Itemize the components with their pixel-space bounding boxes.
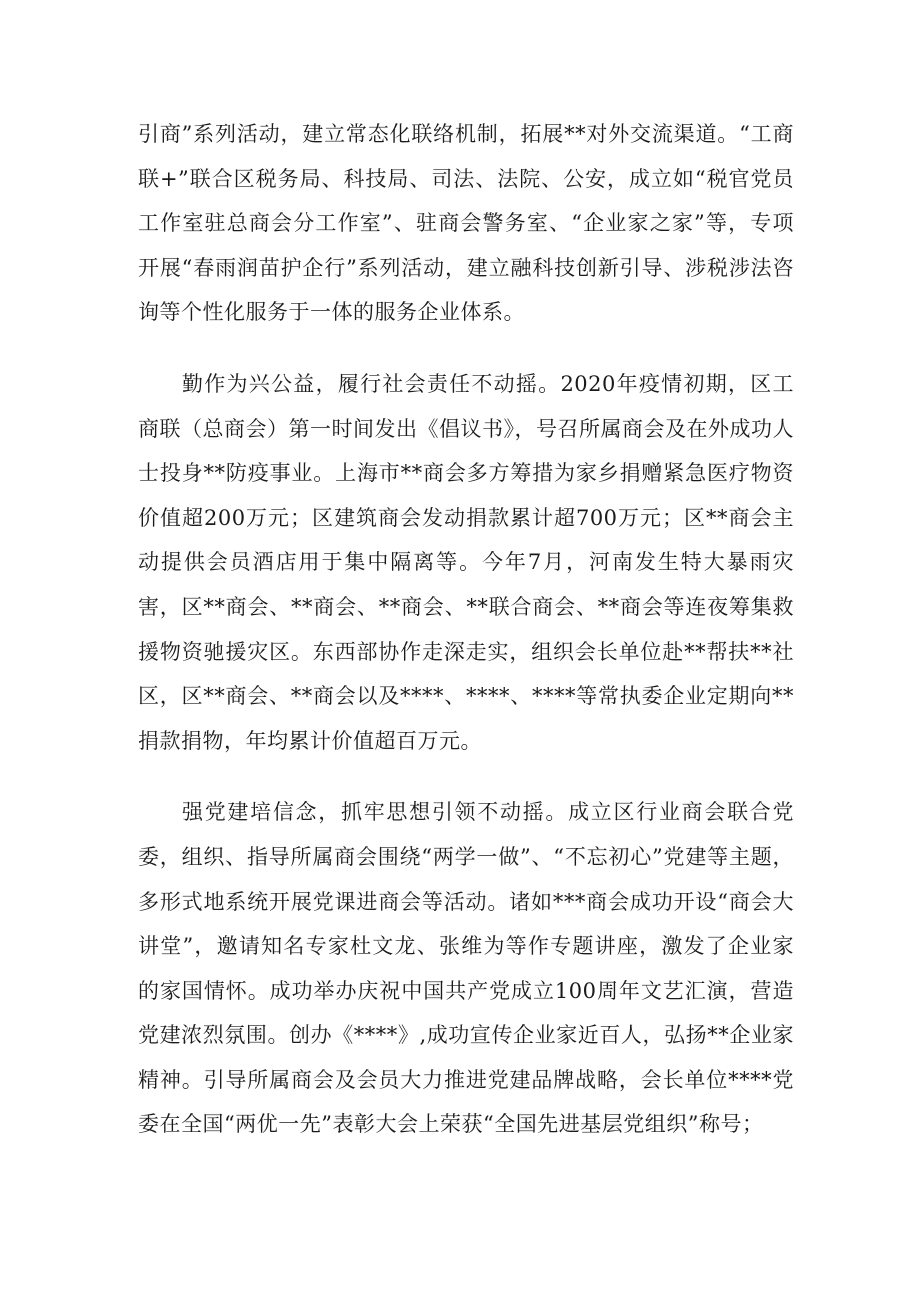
document-body (138, 112, 794, 1147)
paragraph-party-building: 强党建培信念，抓牢思想引领不动摇。成立区行业商会联合党委，组织、指导所属商会围绕“两学一做”、“不忘初心”党建等主题，多形式地系统开展党课进商会等活动。诸如***商会成功开设“商会大讲堂”，邀请知名专家杜文龙、张维为等作专题讲座，激发了企业家的家国情怀。成功举办庆祝中国共产党成立100周年文艺汇演，营造党建浓烈氛围。创办《****》,成功宣传企业家近百人，弘扬**企业家精神。引导所属商会及会员大力推进党建品牌战略，会长单位****党委在全国“两优一先”表彰大会上荣获“全国先进基层党组织”称号； (138, 800, 794, 1137)
paragraph-public-welfare: 勤作为兴公益，履行社会责任不动摇。2020年疫情初期，区工商联（总商会）第一时间发出《倡议书》，号召所属商会及在外成功人士投身**防疫事业。上海市**商会多方筹措为家乡捐赠紧急医疗物资价值超200万元；区建筑商会发动捐款累计超700万元；区**商会主动提供会员酒店用于集中隔离等。今年7月，河南发生特大暴雨灾害，区**商会、**商会、**商会、**联合商会、**商会等连夜筹集救援物资驰援灾区。东西部协作走深走实，组织会长单位赴**帮扶**社区，区**商会、**商会以及****、****、****等常执委企业定期向**捐款捐物，年均累计价值超百万元。 (138, 371, 794, 753)
paragraph-continuation: 引商”系列活动，建立常态化联络机制，拓展**对外交流渠道。“工商联+”联合区税务局、科技局、司法、法院、公安，成立如“税官党员工作室驻总商会分工作室”、驻商会警务室、“企业家之家”等，专项开展“春雨润苗护企行”系列活动，建立融科技创新引导、涉税涉法咨询等个性化服务于一体的服务企业体系。 (138, 122, 794, 325)
paragraph-spacer (138, 763, 794, 790)
paragraph-spacer (138, 335, 794, 362)
